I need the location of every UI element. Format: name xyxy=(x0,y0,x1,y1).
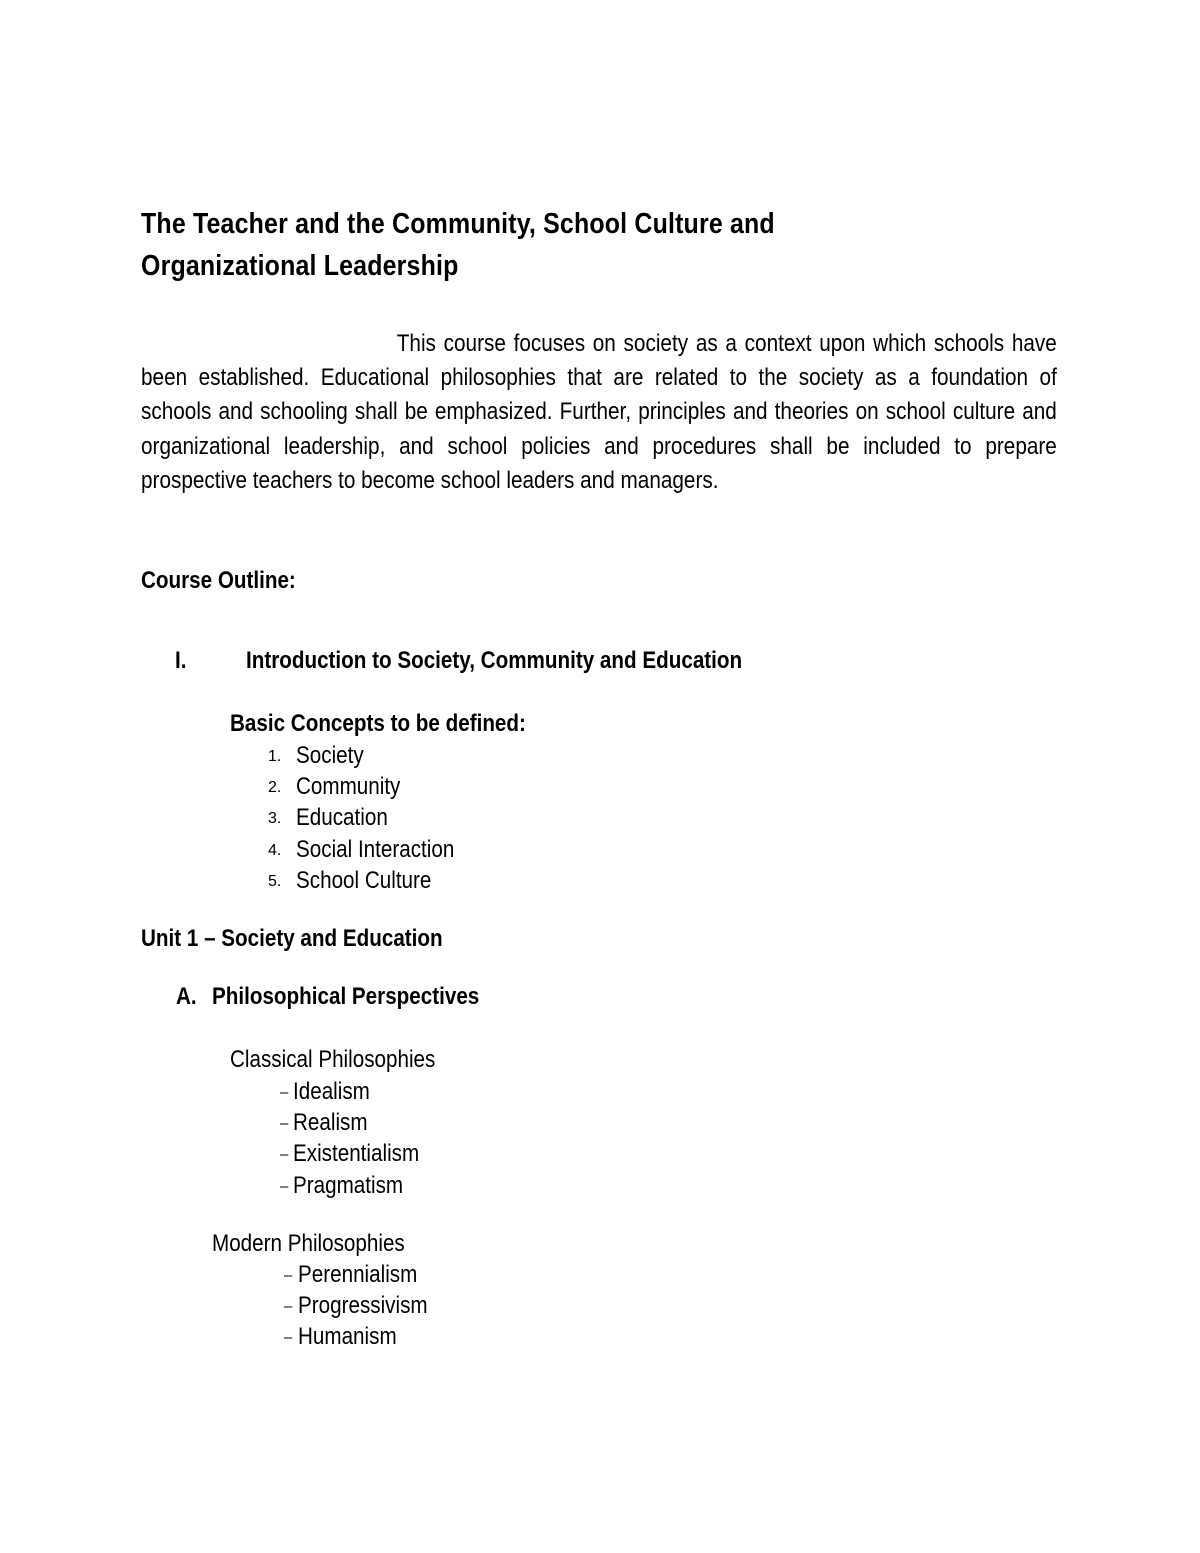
concepts-heading: Basic Concepts to be defined: xyxy=(230,710,526,737)
list-item: Education xyxy=(296,804,388,831)
document-title: The Teacher and the Community, School Culture and Organizational Leadership xyxy=(141,208,775,282)
list-item: Society xyxy=(296,742,364,769)
dash-marker: – xyxy=(280,1115,289,1132)
dash-marker: – xyxy=(284,1329,293,1346)
list-item-number: 5. xyxy=(268,873,282,890)
list-item-number: 2. xyxy=(268,779,282,796)
list-item: Pragmatism xyxy=(293,1172,404,1199)
section-numeral: I. xyxy=(175,647,187,674)
list-item: Social Interaction xyxy=(296,836,455,863)
list-item: Idealism xyxy=(293,1078,370,1105)
course-outline-heading: Course Outline: xyxy=(141,567,296,594)
dash-marker: – xyxy=(280,1146,289,1163)
dash-marker: – xyxy=(284,1267,293,1284)
modern-philosophies-heading: Modern Philosophies xyxy=(212,1230,405,1257)
classical-philosophies-heading: Classical Philosophies xyxy=(230,1046,436,1073)
section-title: Introduction to Society, Community and Education xyxy=(246,647,743,674)
dash-marker: – xyxy=(280,1178,289,1195)
dash-marker: – xyxy=(284,1298,293,1315)
subsection-letter: A. xyxy=(176,983,197,1010)
list-item: Community xyxy=(296,773,401,800)
list-item: Humanism xyxy=(298,1323,397,1350)
list-item: Existentialism xyxy=(293,1140,420,1167)
list-item: School Culture xyxy=(296,867,432,894)
list-item-number: 4. xyxy=(268,842,282,859)
list-item: Realism xyxy=(293,1109,368,1136)
list-item: Perennialism xyxy=(298,1261,418,1288)
subsection-title: Philosophical Perspectives xyxy=(212,983,480,1010)
course-description: This course focuses on society as a context upon which schools have been established. Educational philosophies that are related to the society as a foundation of schools and schooling shall be emphasized. Further, principles and theories on school culture and organizational leadership, and school policies and procedures shall be included to prepare prospective teachers to become school leaders and managers. xyxy=(141,330,1057,494)
list-item-number: 3. xyxy=(268,810,282,827)
dash-marker: – xyxy=(280,1084,289,1101)
list-item: Progressivism xyxy=(298,1292,428,1319)
unit-title: Unit 1 – Society and Education xyxy=(141,925,443,952)
list-item-number: 1. xyxy=(268,748,282,765)
